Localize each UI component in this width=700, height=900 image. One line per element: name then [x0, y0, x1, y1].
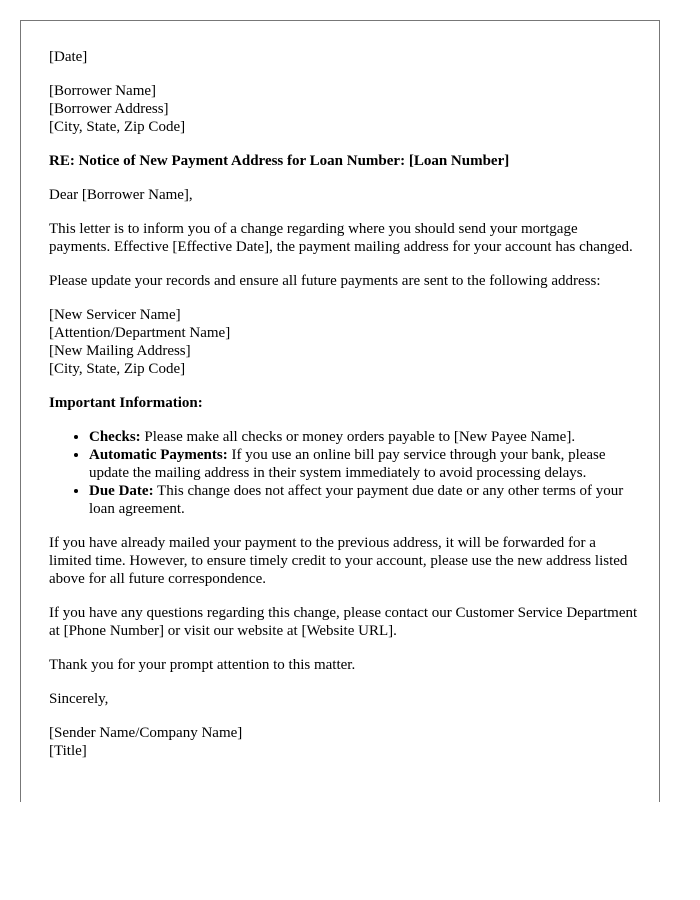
- salutation: Dear [Borrower Name],: [49, 187, 193, 203]
- closing: Sincerely,: [49, 691, 109, 707]
- paragraph-change-notice: This letter is to inform you of a change regarding where you should send your mortgage payments. Effective [Effective Date], the payment mailing address for your account has changed.: [49, 221, 633, 255]
- list-item: [89, 446, 639, 482]
- new-servicer-name: [New Servicer Name]: [49, 307, 181, 323]
- bullet-text-checks: Please make all checks or money orders payable to [New Payee Name].: [140, 429, 576, 445]
- bullet-label-due-date: Due Date:: [89, 483, 154, 499]
- bullet-text-due-date: This change does not affect your payment due date or any other terms of your loan agreement.: [89, 483, 624, 517]
- recipient-name: [Borrower Name]: [49, 83, 157, 99]
- letter-date: [Date]: [49, 49, 88, 65]
- paragraph-forwarding: If you have already mailed your payment to the previous address, it will be forwarded for a limited time. However, to ensure timely credit to your account, please use the new address listed above for all future correspondence.: [49, 535, 628, 587]
- paragraph-contact: If you have any questions regarding this change, please contact our Customer Service Department at [Phone Number] or visit our website at [Website URL].: [49, 605, 638, 639]
- paragraph-thanks: Thank you for your prompt attention to this matter.: [49, 657, 356, 673]
- important-heading: Important Information:: [49, 395, 203, 411]
- recipient-city-line: [City, State, Zip Code]: [49, 119, 186, 135]
- bullet-label-automatic-payments: Automatic Payments:: [89, 447, 228, 463]
- paragraph-update-records: Please update your records and ensure all future payments are sent to the following address:: [49, 273, 601, 289]
- letter-page: [20, 20, 660, 802]
- bullet-label-checks: Checks:: [89, 429, 141, 445]
- list-item: [89, 482, 639, 518]
- sender-title: [Title]: [49, 743, 87, 759]
- list-item: [89, 428, 639, 446]
- signature-block: [49, 724, 639, 760]
- bullet-text-automatic-payments: If you use an online bill pay service through your bank, please update the mailing address in their system immediately to avoid processing delays.: [89, 447, 606, 481]
- recipient-block: [49, 82, 639, 136]
- sender-name: [Sender Name/Company Name]: [49, 725, 243, 741]
- subject-line: RE: Notice of New Payment Address for Loan Number: [Loan Number]: [49, 153, 510, 169]
- new-address-block: [49, 306, 639, 378]
- important-list: [49, 428, 639, 518]
- new-mailing-address: [New Mailing Address]: [49, 343, 191, 359]
- letter-content: [49, 48, 639, 760]
- recipient-address: [Borrower Address]: [49, 101, 169, 117]
- attention-department: [Attention/Department Name]: [49, 325, 231, 341]
- new-city-line: [City, State, Zip Code]: [49, 361, 186, 377]
